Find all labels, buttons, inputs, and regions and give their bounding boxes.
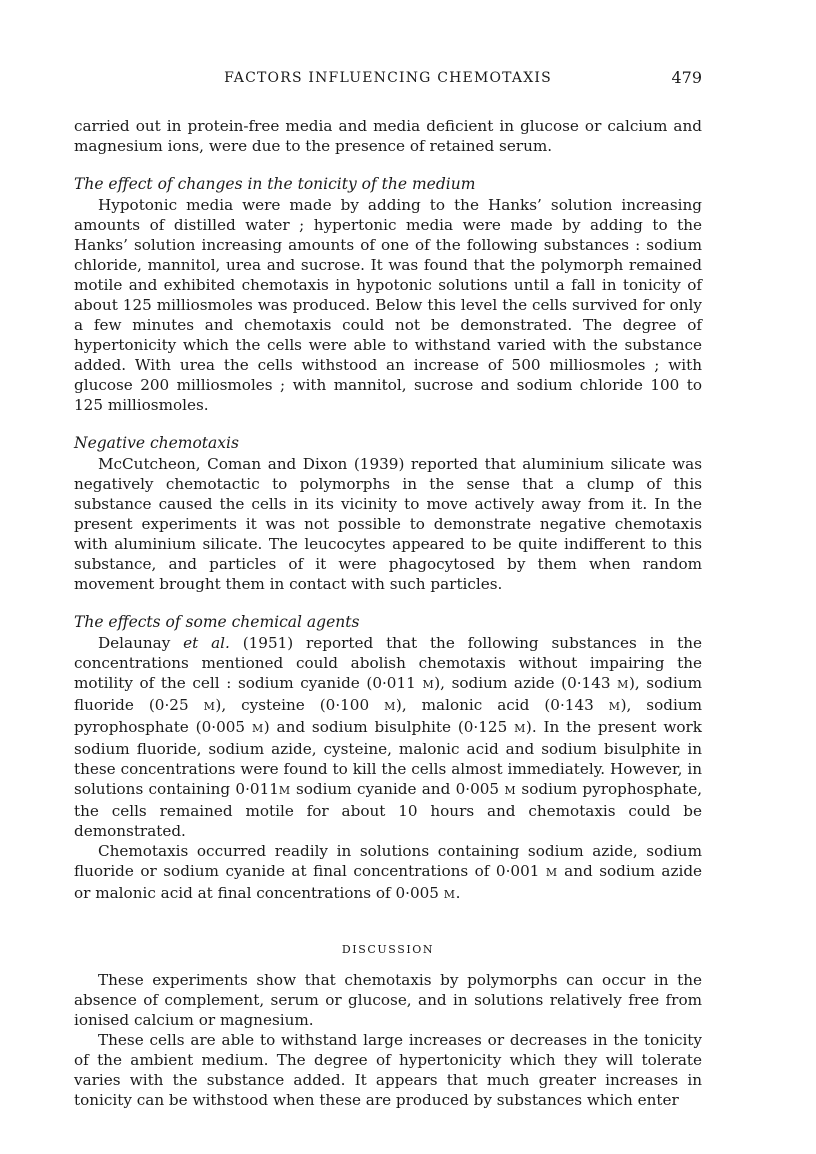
text-run: and sodium azide or malonic acid at final concentrations of 0·005 xyxy=(74,862,703,902)
text-run: ). In the present work sodium fluoride, sodium azide, cysteine, malonic acid and sodium bisulphite in these concentrations were found to kill the cells almost immediately. However, in solutions containing 0·011 xyxy=(74,718,703,798)
page xyxy=(74,70,702,1110)
text-run: sodium cyanide and 0·005 xyxy=(295,780,500,798)
molar-unit: M xyxy=(422,678,435,691)
chemical-agents-paragraph-2 xyxy=(74,841,702,905)
molar-unit: M xyxy=(617,678,629,691)
negative-chemotaxis-heading: Negative chemotaxis xyxy=(74,434,239,452)
molar-unit: M xyxy=(504,784,517,797)
text-run: sodium pyrophosphate, the cells remained motile for about 10 hours and chemotaxis could be demonstrated. xyxy=(74,780,703,840)
discussion-heading: DISCUSSION xyxy=(341,943,435,956)
page-number: 479 xyxy=(671,68,702,87)
chemical-agents-paragraph-1 xyxy=(74,633,702,841)
text-run: ), sodium pyrophosphate (0·005 xyxy=(74,696,703,736)
molar-unit: M xyxy=(278,784,291,797)
text-run: ), cysteine (0·100 xyxy=(215,696,370,714)
citation-etal: et al. xyxy=(183,634,230,652)
text-run: ), malonic acid (0·143 xyxy=(395,696,594,714)
running-header xyxy=(74,70,702,94)
text-run: Chemotaxis occurred readily in solutions containing sodium azide, sodium fluoride or sodium cyanide at final concentrations of 0·001 xyxy=(74,842,702,880)
molar-unit: M xyxy=(384,700,396,713)
tonicity-paragraph: Hypotonic media were made by adding to the Hanks’ solution increasing amounts of distilled water ; hypertonic media were made by adding to the Hanks’ solution increasing amounts of one of the following substances : sodium chloride, mannitol, urea and sucrose. It was found that the polymorph remained motile and exhibited chemotaxis in hypotonic solutions until a fall in tonicity of about 125 milliosmoles was produced. Below this level the cells survived for only a few minutes and chemotaxis could not be demonstrated. The degree of hypertonicity which the cells were able to withstand varied with the substance added. With urea the cells withstood an increase of 500 milliosmoles ; with glucose 200 milliosmoles ; with mannitol, sucrose and sodium chloride 100 to 125 milliosmoles. xyxy=(74,196,702,414)
text-run: ), sodium azide (0·143 xyxy=(434,674,611,692)
intro-paragraph: carried out in protein-free media and media deficient in glucose or calcium and magnesium ions, were due to the presence of retained serum. xyxy=(74,117,702,155)
text-run: ) and sodium bisulphite (0·125 xyxy=(263,718,508,736)
molar-unit: M xyxy=(608,700,621,713)
text-run: . xyxy=(455,884,461,902)
discussion-paragraph-2: These cells are able to withstand large increases or decreases in the tonicity of the ambient medium. The degree of hypertonicity which they will tolerate varies with the substance added. It appears that much greater increases in tonicity can be withstood when these are produced by substances which enter xyxy=(74,1031,702,1109)
discussion-paragraph-1: These experiments show that chemotaxis by polymorphs can occur in the absence of complement, serum or glucose, and in solutions relatively free from ionised calcium or magnesium. xyxy=(74,971,702,1029)
molar-unit: M xyxy=(203,700,216,713)
chemical-agents-heading: The effects of some chemical agents xyxy=(74,613,360,631)
running-title: FACTORS INFLUENCING CHEMOTAXIS xyxy=(224,70,552,86)
molar-unit: M xyxy=(514,722,526,735)
text-run: ), sodium fluoride (0·25 xyxy=(74,674,703,714)
negative-chemotaxis-paragraph: McCutcheon, Coman and Dixon (1939) reported that aluminium silicate was negatively chemotactic to polymorphs in the sense that a clump of this substance caused the cells in its vicinity to move actively away from it. In the present experiments it was not possible to demonstrate negative chemotaxis with aluminium silicate. The leucocytes appeared to be quite indifferent to this substance, and particles of it were phagocytosed by them when random movement brought them in contact with such particles. xyxy=(74,455,702,593)
text-run: (1951) reported that the following substances in the concentrations mentioned could abolish chemotaxis without impairing the motility of the cell : sodium cyanide (0·011 xyxy=(74,634,703,692)
molar-unit: M xyxy=(443,888,456,901)
tonicity-heading: The effect of changes in the tonicity of the medium xyxy=(74,175,476,193)
molar-unit: M xyxy=(545,866,558,879)
citation-author: Delaunay xyxy=(98,634,171,652)
molar-unit: M xyxy=(251,722,264,735)
